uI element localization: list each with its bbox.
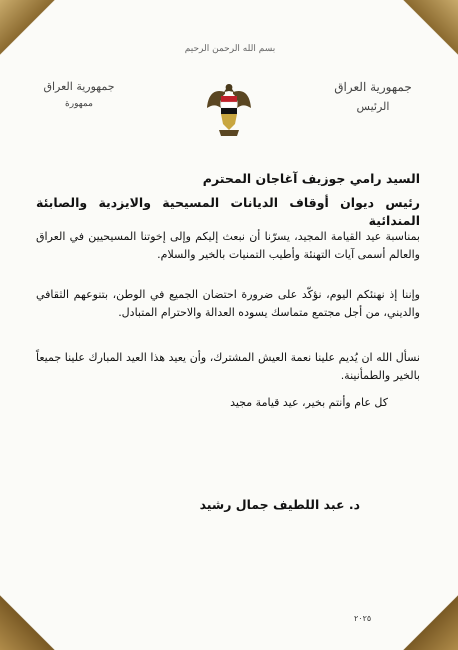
letterhead-left	[24, 80, 134, 109]
corner-decoration-top-right	[398, 0, 458, 60]
basmala: بسم الله الرحمن الرحيم	[184, 44, 276, 54]
letter-date: ٢٠٢٥	[354, 614, 372, 623]
letterhead-country: جمهورية العراق	[334, 80, 412, 94]
paragraph-greeting: بمناسبة عيد القيامة المجيد، يسرّنا أن نبعث إليكم وإلى إخوتنا المسيحيين في العراق والعالم أسمى آيات التهنئة وأطيب التمنيات بالخير والسلام.	[36, 230, 420, 261]
corner-decoration-top-left	[0, 0, 60, 60]
recipient-name: السيد رامي جوزيف آغاجان المحترم	[202, 171, 420, 186]
letterhead-left-line2: ممهورة	[65, 99, 93, 109]
paragraph-closing: كل عام وأنتم بخير، عيد قيامة مجيد	[230, 396, 388, 409]
paragraph-prayer: نسأل الله ان يُديم علينا نعمة العيش المشترك، وأن يعيد هذا العيد المبارك علينا جميعاً بالخير والطمأنينة.	[36, 351, 420, 382]
iraq-eagle-emblem-icon	[205, 78, 253, 142]
corner-decoration-bottom-left	[0, 590, 60, 650]
signature-name: د. عبد اللطيف جمال رشيد	[199, 497, 360, 512]
letterhead-office: الرئيس	[356, 100, 390, 113]
recipient-title: رئيس ديوان أوقاف الديانات المسيحية والايزدية والصابئة المندائية	[36, 195, 420, 228]
corner-decoration-bottom-right	[398, 590, 458, 650]
paragraph-unity: وإننا إذ نهنئكم اليوم، نؤكّد على ضرورة احتضان الجميع في الوطن، بتنوعهم الثقافي والديني، من أجل مجتمع متماسك يسوده العدالة والاحترام المتبادل.	[36, 288, 420, 319]
letterhead-left-line1: جمهورية العراق	[43, 80, 115, 93]
letterhead-right	[318, 80, 428, 113]
